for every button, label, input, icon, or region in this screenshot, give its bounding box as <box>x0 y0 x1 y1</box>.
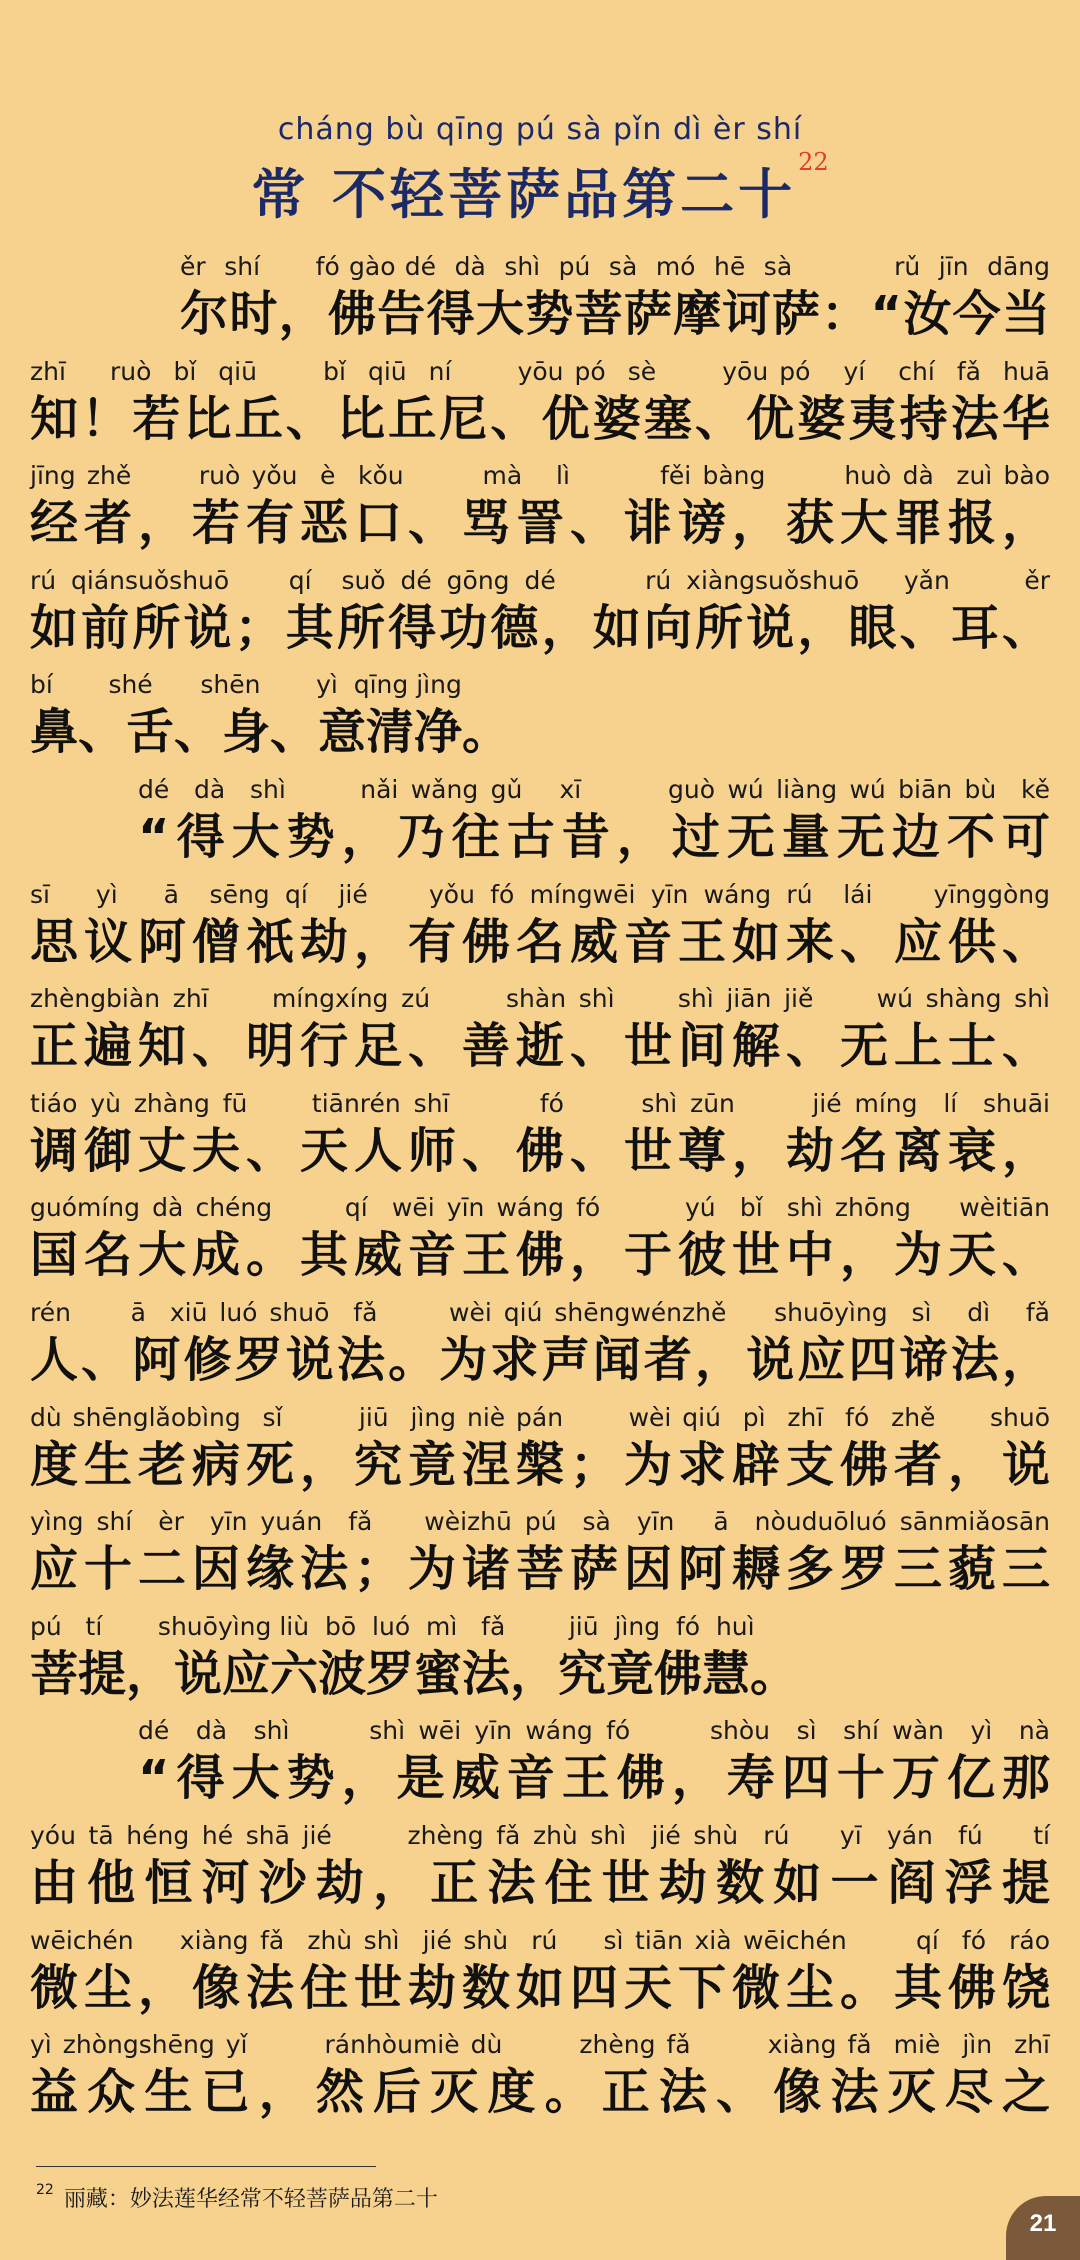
text-line <box>30 1189 1050 1294</box>
pinyin-row: dù shēnglǎobìng sǐ jiū jìng niè pán wèi qiú pì zhī fó zhě shuō <box>30 1402 1050 1432</box>
hanzi-row: 经者，若有恶口、骂詈、诽谤，获大罪报， <box>30 495 1050 552</box>
pinyin-row: wēichén xiàng fǎ zhù shì jié shù rú sì tiān xià wēichén qí fó ráo <box>30 1925 1050 1955</box>
pinyin-row: sī yì ā sēng qí jié yǒu fó míngwēi yīn wáng rú lái yīnggòng <box>30 879 1050 909</box>
hanzi-row: 人、阿修罗说法。为求声闻者，说应四谛法， <box>30 1331 1050 1388</box>
pinyin-row: zhèngbiàn zhī míngxíng zú shàn shì shì jiān jiě wú shàng shì <box>30 984 1050 1014</box>
pinyin-row: pú tí shuōyìng liù bō luó mì fǎ jiū jìng fó huì <box>30 1611 755 1641</box>
hanzi-row: “得大势，乃往古昔，过无量无边不可 <box>138 808 1050 865</box>
pinyin-row: rú qiánsuǒshuō qí suǒ dé gōng dé rú xiàngsuǒshuō yǎn ěr <box>30 565 1050 595</box>
hanzi-row: 尔时，佛告得大势菩萨摩诃萨：“汝今当 <box>180 286 1050 342</box>
hanzi-row: 如前所说；其所得功德，如向所说，眼、耳、 <box>30 599 1050 656</box>
pinyin-row: ěr shí fó gào dé dà shì pú sà mó hē sà rǔ jīn dāng <box>180 252 1050 281</box>
pinyin-row: yì zhòngshēng yǐ ránhòumiè dù zhèng fǎ xiàng fǎ miè jìn zhī <box>30 2030 1050 2060</box>
pinyin-row: dé dà shì nǎi wǎng gǔ xī guò wú liàng wú biān bù kě <box>138 774 1050 804</box>
text-line <box>30 980 1050 1085</box>
hanzi-row: 鼻、舌、身、意清净。 <box>30 704 511 761</box>
hanzi-row: 由他恒河沙劫，正法住世劫数如一阎浮提 <box>30 1854 1050 1911</box>
text-line <box>30 562 1050 667</box>
pinyin-row: dé dà shì shì wēi yīn wáng fó shòu sì shí wàn yì nà <box>138 1716 1050 1746</box>
footnote-ref: 22 <box>798 148 829 176</box>
pinyin-row: bí shé shēn yì qīng jìng <box>30 670 462 700</box>
chapter-title <box>0 148 1080 229</box>
text-line <box>30 1294 1050 1399</box>
hanzi-row: 度生老病死，究竟涅槃；为求辟支佛者，说 <box>30 1436 1050 1493</box>
hanzi-row: 国名大成。其威音王佛，于彼世中，为天、 <box>30 1227 1050 1284</box>
text-line <box>30 248 1050 353</box>
hanzi-row: 知！若比丘、比丘尼、优婆塞、优婆夷持法华 <box>30 390 1050 447</box>
pinyin-row: yóu tā héng hé shā jié zhèng fǎ zhù shì jié shù rú yī yán fú tí <box>30 1820 1050 1850</box>
hanzi-row: 益众生已，然后灭度。正法、像法灭尽之 <box>30 2064 1050 2121</box>
scripture-text <box>30 248 1050 2131</box>
text-line <box>30 353 1050 458</box>
text-line <box>30 666 1050 771</box>
chapter-title-text: 常 不轻菩萨品第二十 <box>251 162 797 226</box>
hanzi-row: 调御丈夫、天人师、佛、世尊，劫名离衰， <box>30 1122 1050 1179</box>
hanzi-row: 正遍知、明行足、善逝、世间解、无上士、 <box>30 1018 1050 1075</box>
hanzi-row: “得大势，是威音王佛，寿四十万亿那 <box>138 1750 1050 1807</box>
hanzi-row: 菩提，说应六波罗蜜法，究竟佛慧。 <box>30 1645 799 1702</box>
hanzi-row: 应十二因缘法；为诸菩萨因阿耨多罗三藐三 <box>30 1541 1050 1598</box>
pinyin-row: guómíng dà chéng qí wēi yīn wáng fó yú bǐ shì zhōng wèitiān <box>30 1193 1050 1223</box>
title-pinyin: cháng bù qīng pú sà pǐn dì èr shí <box>277 112 803 147</box>
pinyin-row: zhī ruò bǐ qiū bǐ qiū ní yōu pó sè yōu pó yí chí fǎ huā <box>30 356 1050 386</box>
text-line <box>30 2026 1050 2131</box>
text-line <box>30 1608 1050 1713</box>
text-line <box>30 1085 1050 1190</box>
text-line <box>30 1817 1050 1922</box>
pinyin-row: yìng shí èr yīn yuán fǎ wèizhū pú sà yīn ā nòuduōluó sānmiǎosān <box>30 1507 1050 1537</box>
text-line <box>30 771 1050 876</box>
pinyin-row: jīng zhě ruò yǒu è kǒu mà lì fěi bàng huò dà zuì bào <box>30 461 1050 491</box>
text-line <box>30 1712 1050 1817</box>
text-line <box>30 1503 1050 1608</box>
pinyin-row: rén ā xiū luó shuō fǎ wèi qiú shēngwénzhě shuōyìng sì dì fǎ <box>30 1297 1050 1327</box>
hanzi-row: 思议阿僧祇劫，有佛名威音王如来、应供、 <box>30 913 1050 970</box>
text-line <box>30 457 1050 562</box>
footnote-number: 22 <box>36 2182 54 2198</box>
text-line <box>30 1922 1050 2027</box>
footnote-divider <box>36 2166 376 2167</box>
text-line <box>30 1399 1050 1504</box>
footnote-text: 丽藏：妙法莲华经常不轻菩萨品第二十 <box>63 2187 438 2212</box>
page-number: 21 <box>1006 2196 1080 2260</box>
pinyin-row: tiáo yù zhàng fū tiānrén shī fó shì zūn jié míng lí shuāi <box>30 1088 1050 1118</box>
hanzi-row: 微尘，像法住世劫数如四天下微尘。其佛饶 <box>30 1959 1050 2016</box>
text-line <box>30 876 1050 981</box>
footnote <box>36 2182 438 2213</box>
